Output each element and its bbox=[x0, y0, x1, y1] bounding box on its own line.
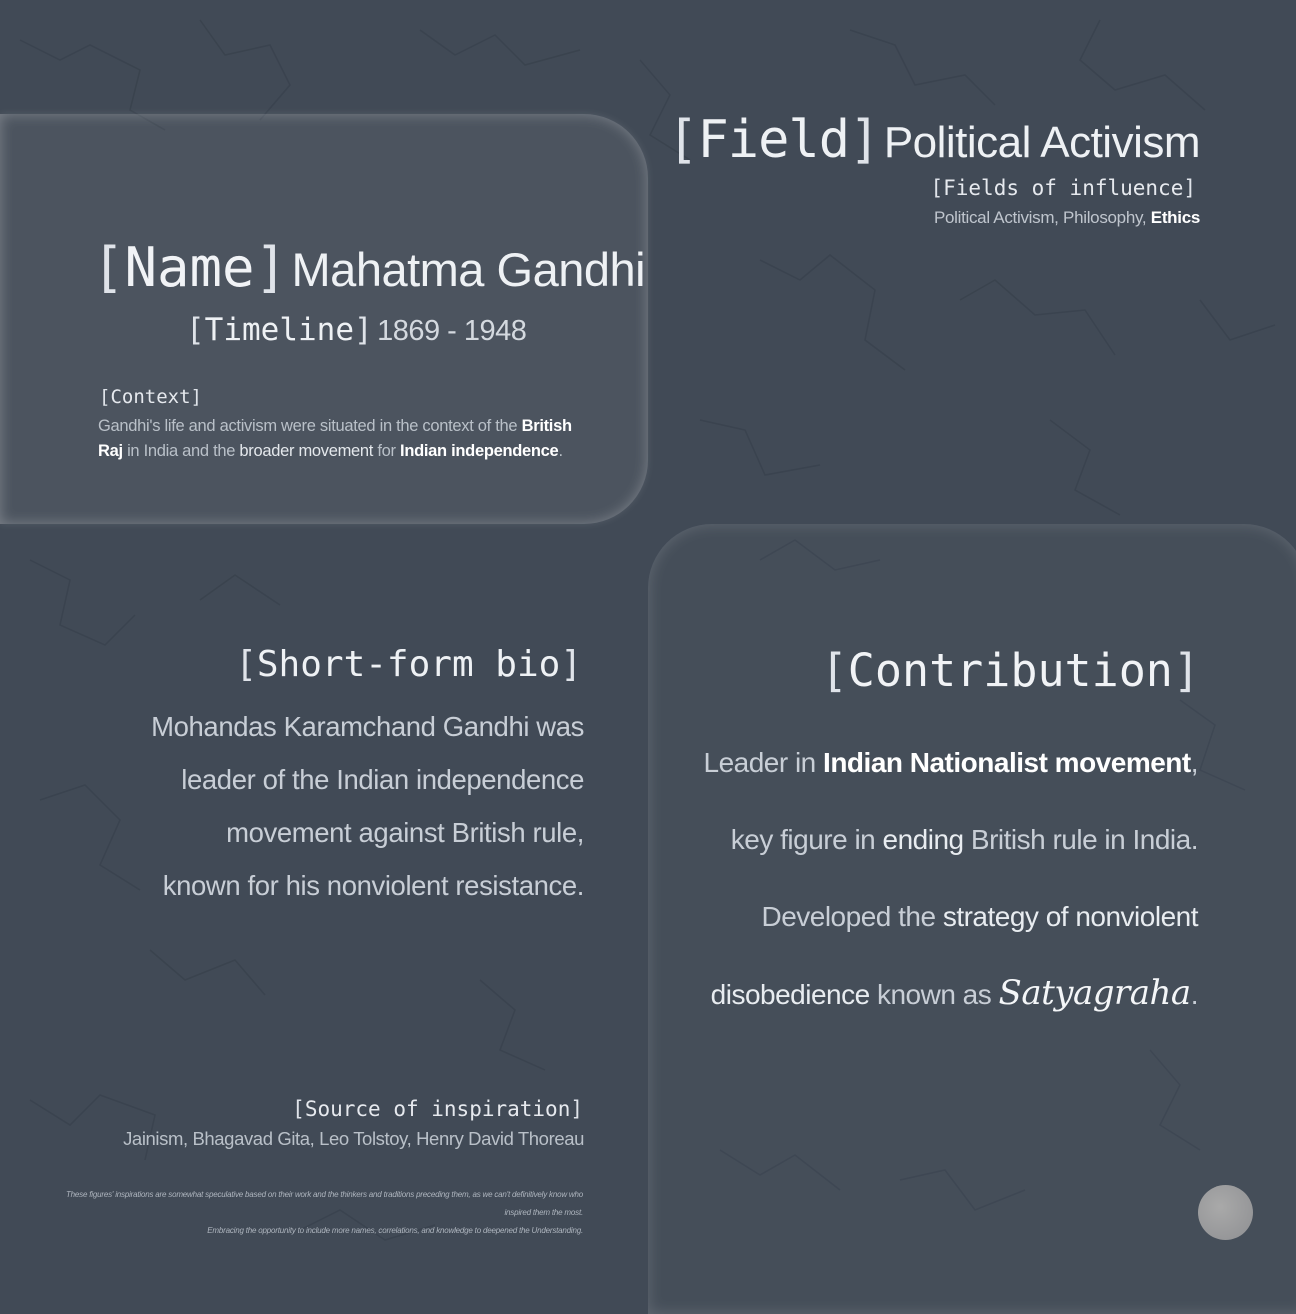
timeline bbox=[186, 312, 526, 348]
source-label: [Source of inspiration] bbox=[292, 1097, 583, 1121]
short-bio-text: Mohandas Karamchand Gandhi was leader of the Indian independence movement against British rule, known for his nonviolent resistance. bbox=[151, 711, 584, 901]
disclaimer-line: Embracing the opportunity to include more names, correlations, and knowledge to deepened the Understanding. bbox=[207, 1226, 583, 1235]
short-bio-label: [Short-form bio] bbox=[235, 644, 582, 685]
name-heading bbox=[92, 236, 645, 299]
field-value: Political Activism bbox=[883, 118, 1200, 167]
context-label: [Context] bbox=[99, 386, 202, 408]
timeline-value: 1869 - 1948 bbox=[377, 315, 527, 347]
contribution-label: [Contribution] bbox=[820, 644, 1200, 697]
timeline-label: [Timeline] bbox=[186, 312, 373, 348]
context-text: Gandhi's life and activism were situated in the context of the British Raj in India and the broader movement for Indian independence. bbox=[98, 417, 572, 460]
corner-dot bbox=[1198, 1185, 1253, 1240]
disclaimer-note bbox=[63, 1186, 583, 1240]
field-label: [Field] bbox=[667, 110, 880, 170]
name-label: [Name] bbox=[92, 236, 288, 299]
source-values: Jainism, Bhagavad Gita, Leo Tolstoy, Henry David Thoreau bbox=[123, 1128, 584, 1149]
fields-of-influence-values: Political Activism, Philosophy, Ethics bbox=[933, 208, 1200, 227]
contribution-text: Leader in Indian Nationalist movement, key figure in ending British rule in India. Developed the strategy of nonviolent disobedience known as Satyagraha. bbox=[703, 747, 1198, 1013]
satyagraha-script: Satyagraha bbox=[998, 973, 1191, 1013]
disclaimer-line: These figures' inspirations are somewhat speculative based on their work and the thinkers and traditions preceding them, as we can't definitively know who inspired them the most. bbox=[66, 1190, 583, 1217]
field-heading bbox=[667, 110, 1200, 170]
name-value: Mahatma Gandhi bbox=[291, 243, 646, 296]
fields-of-influence-label: [Fields of influence] bbox=[930, 176, 1196, 200]
